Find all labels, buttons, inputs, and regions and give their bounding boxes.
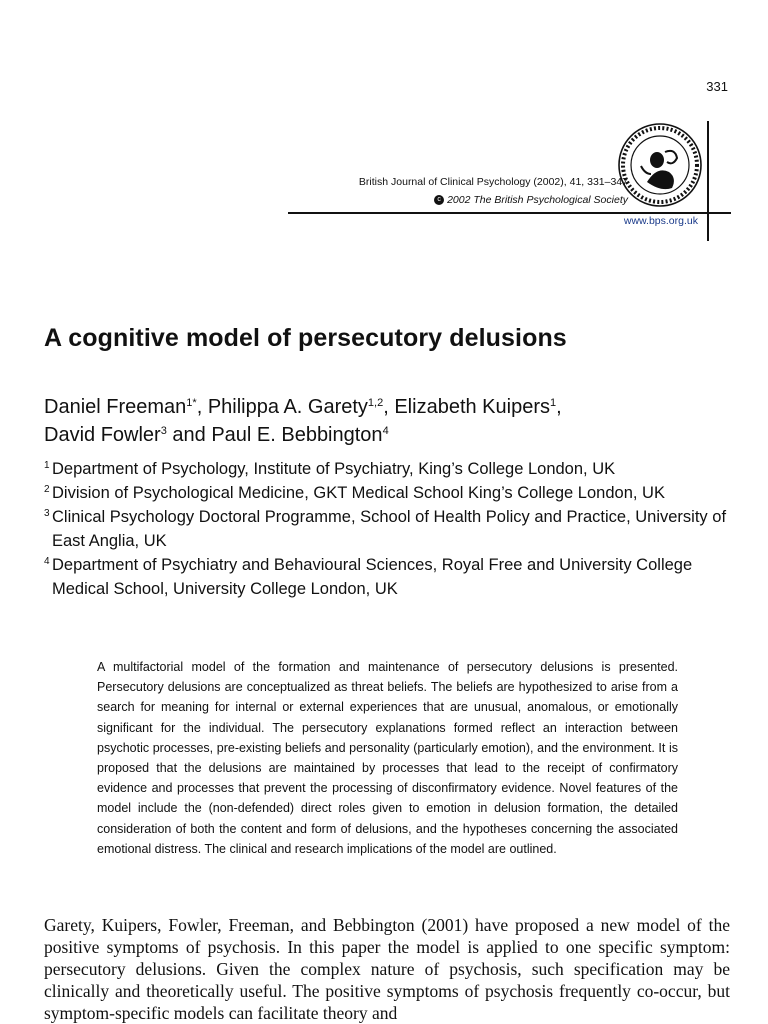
affiliation xyxy=(44,457,734,481)
affiliation-text: Department of Psychology, Institute of Psychiatry, King’s College London, UK xyxy=(52,460,616,478)
author-name: David Fowler xyxy=(44,424,161,446)
author-name: Daniel Freeman xyxy=(44,396,187,418)
author-affiliation-mark: 4 xyxy=(382,425,389,437)
affiliation-text: Clinical Psychology Doctoral Programme, School of Health Policy and Practice, University of East Anglia, UK xyxy=(52,508,727,550)
author-separator: , xyxy=(196,396,208,418)
affiliation-list xyxy=(44,457,734,601)
body-paragraph: Garety, Kuipers, Fowler, Freeman, and Bebbington (2001) have proposed a new model of the positive symptoms of psychosis. In this paper the model is applied to one specific symptom: persecutory delusions. Given the complex nature of psychosis, such specification may be clinically and theoretically useful. The positive symptoms of psychosis frequently co-occur, but symptom-specific models can facilitate theory and xyxy=(44,915,730,1023)
author-affiliation-mark: 1 xyxy=(550,397,557,409)
author-name: Philippa A. Garety xyxy=(207,396,368,418)
author-line xyxy=(44,393,562,421)
affiliation-number: 4 xyxy=(44,556,50,567)
affiliation xyxy=(44,505,734,553)
affiliation-number: 3 xyxy=(44,508,50,519)
author-list xyxy=(44,393,562,449)
author-separator: , xyxy=(383,396,395,418)
website-link[interactable]: www.bps.org.uk xyxy=(623,215,698,227)
copyright-line xyxy=(359,191,628,209)
affiliation xyxy=(44,553,734,601)
author-separator: and xyxy=(166,424,212,446)
journal-citation: British Journal of Clinical Psychology (2002), 41, 331–347 xyxy=(358,176,628,188)
society-seal-logo xyxy=(617,122,703,208)
paper-title: A cognitive model of persecutory delusions xyxy=(44,324,567,352)
header-rule-horizontal xyxy=(288,212,731,214)
author-affiliation-mark: 1* xyxy=(186,397,197,409)
author-line xyxy=(44,421,562,449)
page-number: 331 xyxy=(706,79,728,94)
author-name: Paul E. Bebbington xyxy=(211,424,383,446)
abstract: A multifactorial model of the formation and maintenance of persecutory delusions is presented. Persecutory delusions are conceptualized as threat beliefs. The beliefs are hypothesized to arise from a search for meaning for internal or external experiences that are unusual, anomalous, or emotionally significant for the individual. The persecutory explanations formed reflect an interaction between psychotic processes, pre-existing beliefs and personality (particularly emotion), and the environment. It is proposed that the delusions are maintained by processes that lead to the receipt of confirmatory evidence and processes that prevent the processing of disconfirmatory evidence. Novel features of the model include the (non-defended) direct roles given to emotion in delusion formation, the detailed consideration of both the content and form of delusions, and the hypotheses concerning the associated emotional distress. The clinical and research implications of the model are outlined. xyxy=(97,660,678,856)
affiliation-text: Division of Psychological Medicine, GKT Medical School King’s College London, UK xyxy=(52,484,665,502)
author-affiliation-mark: 1,2 xyxy=(367,397,384,409)
header-rule-vertical xyxy=(707,121,709,241)
author-name: Elizabeth Kuipers xyxy=(394,396,550,418)
affiliation-text: Department of Psychiatry and Behavioural Sciences, Royal Free and University College Medical School, University College London, UK xyxy=(52,556,693,598)
copyright-text: 2002 The British Psychological Society xyxy=(447,194,628,206)
affiliation xyxy=(44,481,734,505)
journal-header xyxy=(359,173,628,209)
affiliation-number: 1 xyxy=(44,460,50,471)
affiliation-number: 2 xyxy=(44,484,50,495)
copyright-icon: c xyxy=(434,195,444,205)
author-separator: , xyxy=(556,396,562,418)
author-affiliation-mark: 3 xyxy=(160,425,167,437)
